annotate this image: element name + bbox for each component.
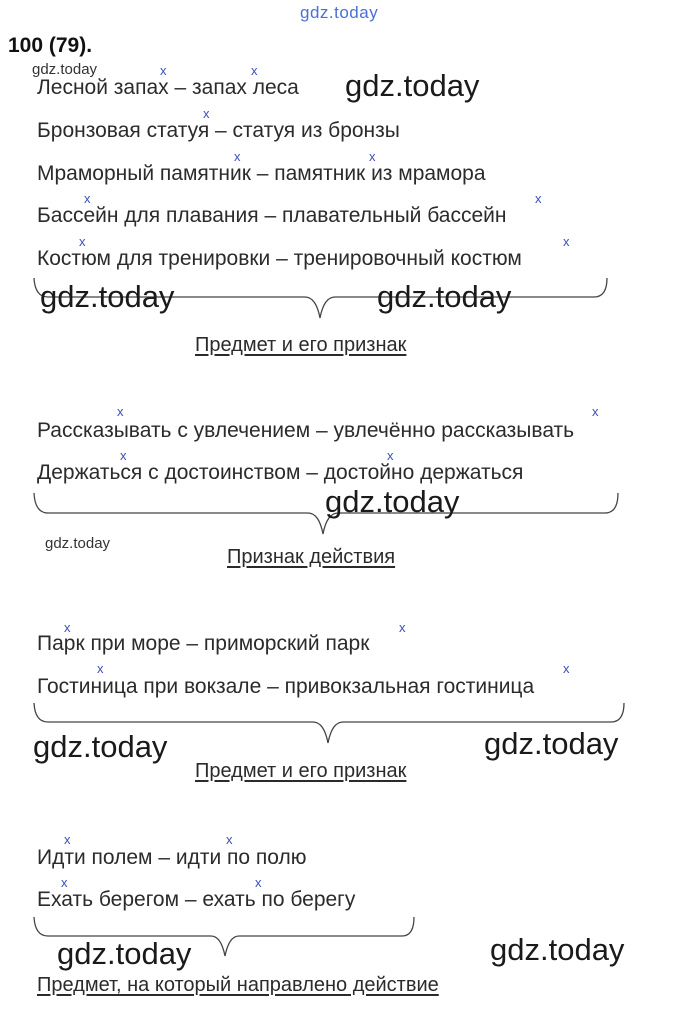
- watermark-large: gdz.today: [33, 729, 168, 764]
- mark-x: x: [535, 191, 542, 206]
- line-2-2: Держаться с достоинством – достойно держаться: [37, 461, 524, 484]
- mark-x: x: [117, 404, 124, 419]
- caption-group-1: Предмет и его признак: [195, 334, 407, 356]
- line-1-4: Бассейн для плавания – плавательный бассейн: [37, 204, 507, 227]
- line-1-3: Мраморный памятник – памятник из мрамора: [37, 162, 486, 185]
- mark-x: x: [64, 832, 71, 847]
- mark-x: x: [64, 620, 71, 635]
- mark-x: x: [563, 661, 570, 676]
- mark-x: x: [120, 448, 127, 463]
- watermark-large: gdz.today: [377, 279, 512, 314]
- line-1-1: Лесной запах – запах леса: [37, 76, 299, 99]
- caption-group-2: Признак действия: [227, 546, 396, 568]
- line-3-2: Гостиница при вокзале – привокзальная гостиница: [37, 675, 535, 698]
- mark-x: x: [79, 234, 86, 249]
- task-number: 100 (79).: [8, 34, 93, 57]
- watermark-small: gdz.today: [45, 535, 111, 552]
- mark-x: x: [61, 875, 68, 890]
- line-4-1: Идти полем – идти по полю: [37, 846, 307, 869]
- watermark-large: gdz.today: [325, 484, 460, 519]
- watermark-large: gdz.today: [345, 68, 480, 103]
- line-4-2: Ехать берегом – ехать по берегу: [37, 888, 356, 911]
- line-1-2: Бронзовая статуя – статуя из бронзы: [37, 119, 400, 142]
- mark-x: x: [226, 832, 233, 847]
- mark-x: x: [399, 620, 406, 635]
- mark-x: x: [251, 63, 258, 78]
- watermark-large: gdz.today: [40, 279, 175, 314]
- watermark-small: gdz.today: [32, 61, 98, 78]
- caption-group-3: Предмет и его признак: [195, 760, 407, 782]
- watermark-large: gdz.today: [490, 932, 625, 967]
- mark-x: x: [84, 191, 91, 206]
- mark-x: x: [97, 661, 104, 676]
- mark-x: x: [369, 149, 376, 164]
- mark-x: x: [255, 875, 262, 890]
- line-1-5: Костюм для тренировки – тренировочный костюм: [37, 247, 522, 270]
- mark-x: x: [203, 106, 210, 121]
- line-2-1: Рассказывать с увлечением – увлечённо рассказывать: [37, 419, 575, 442]
- caption-group-4: Предмет, на который направлено действие: [37, 974, 439, 996]
- watermark-large: gdz.today: [484, 726, 619, 761]
- line-3-1: Парк при море – приморский парк: [37, 632, 370, 655]
- mark-x: x: [563, 234, 570, 249]
- mark-x: x: [592, 404, 599, 419]
- mark-x: x: [234, 149, 241, 164]
- header-watermark: gdz.today: [300, 3, 379, 22]
- mark-x: x: [387, 448, 394, 463]
- mark-x: x: [160, 63, 167, 78]
- watermark-large: gdz.today: [57, 936, 192, 971]
